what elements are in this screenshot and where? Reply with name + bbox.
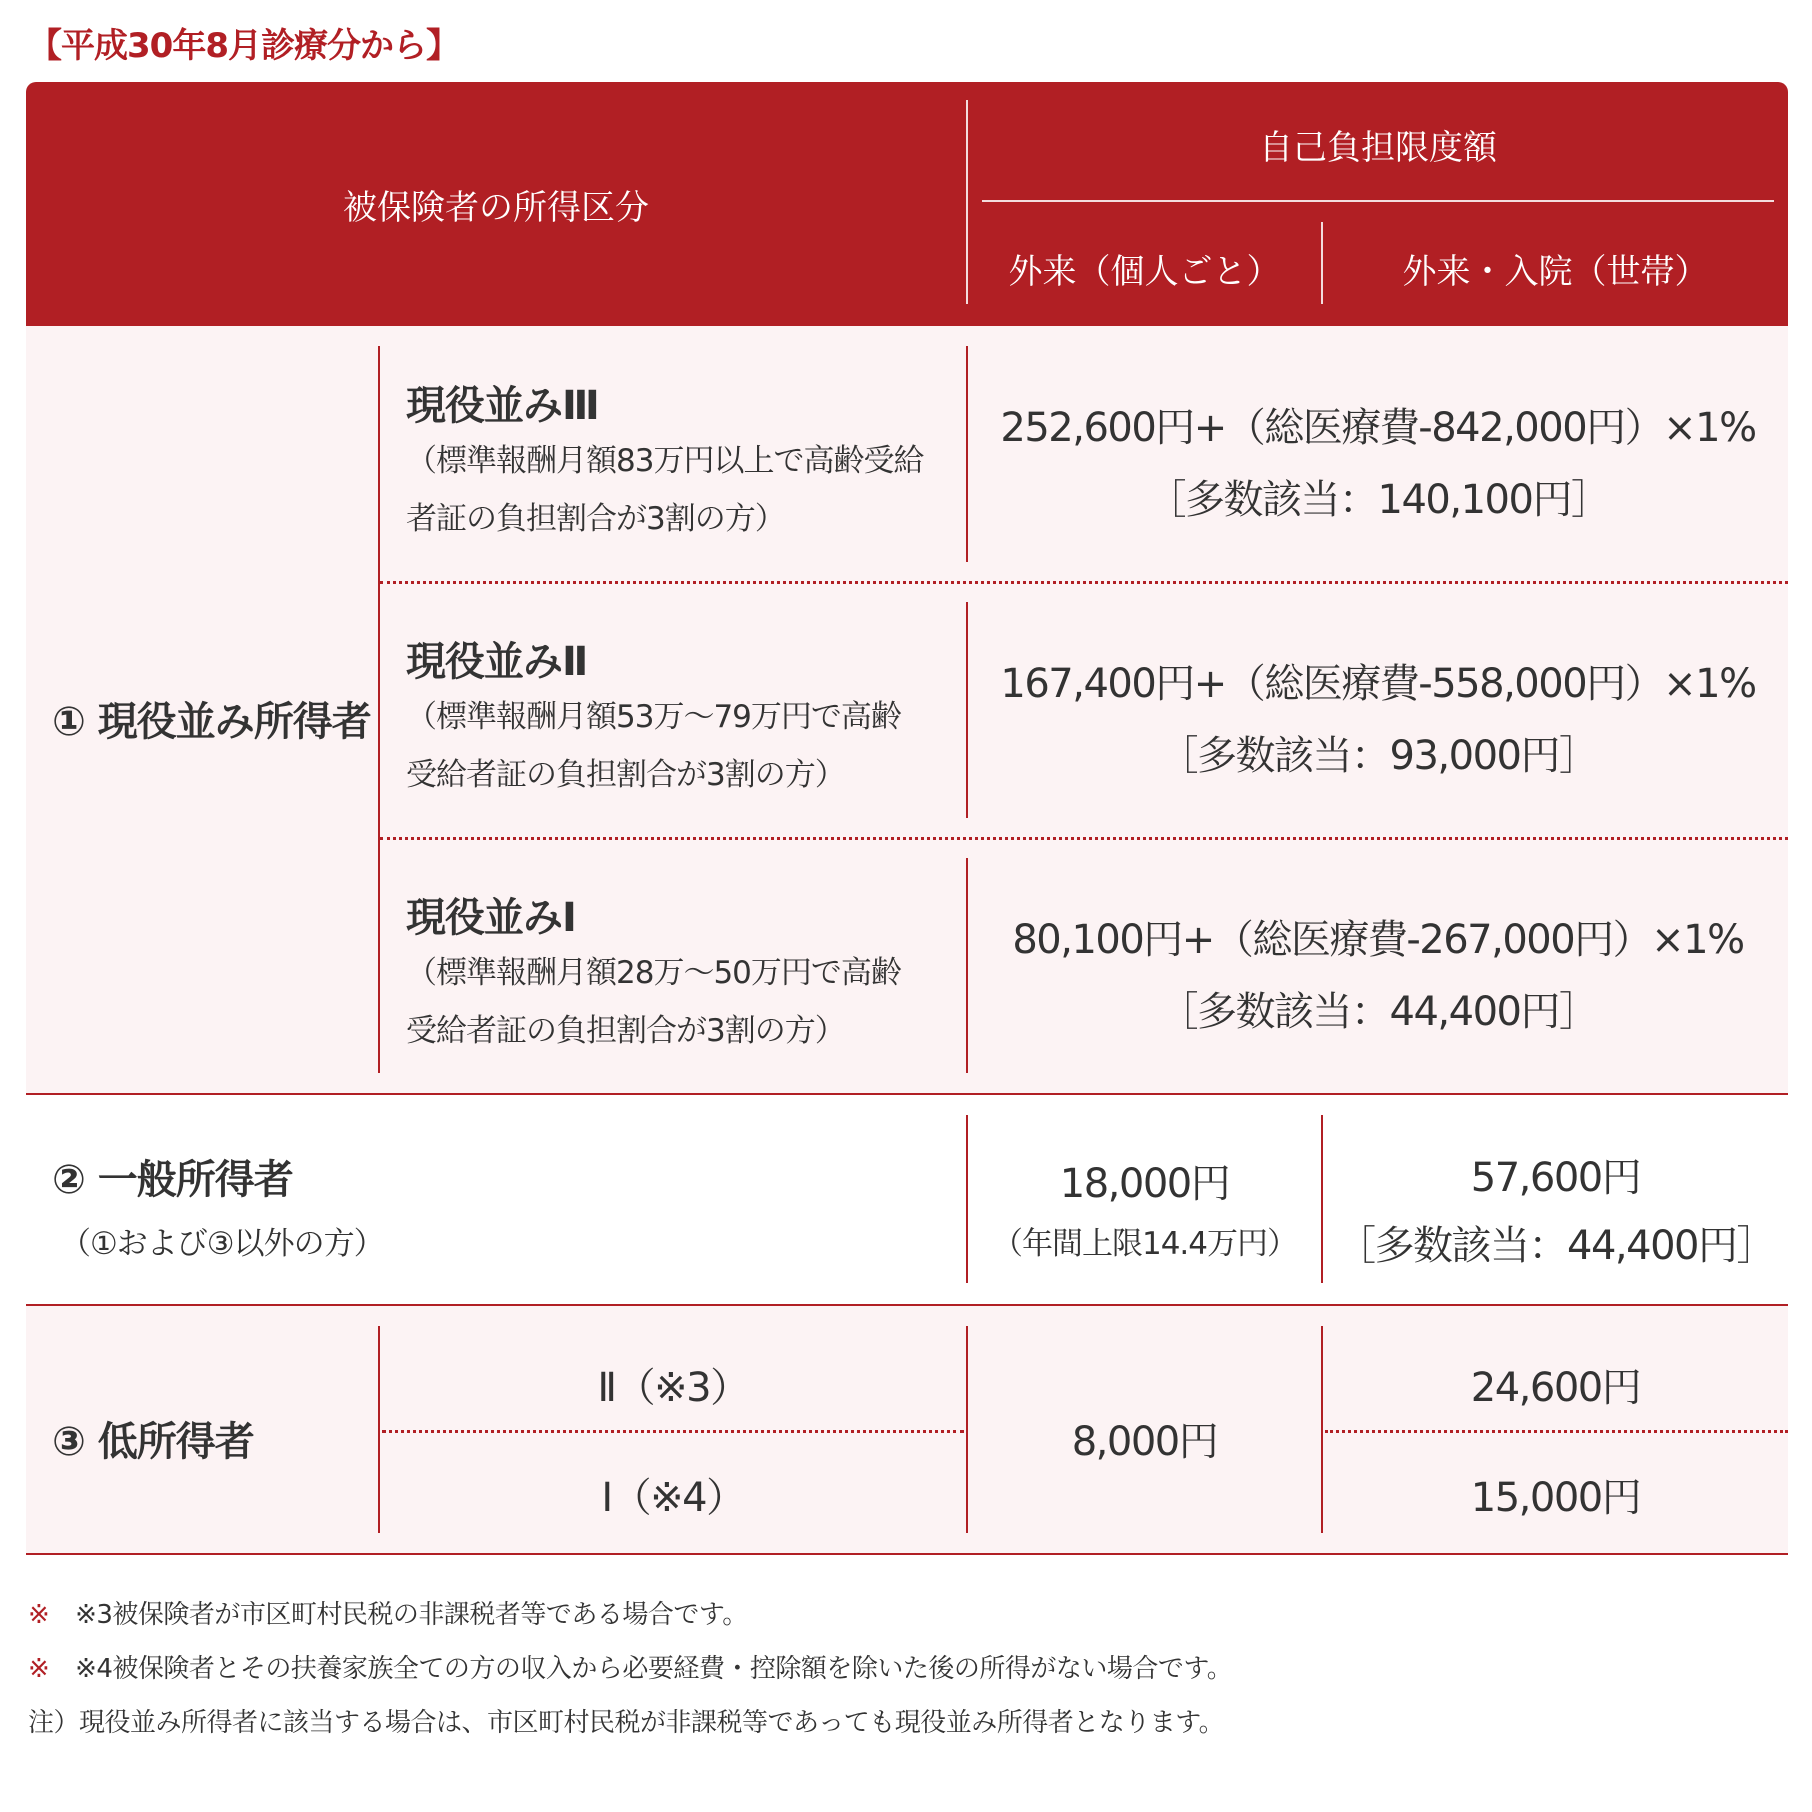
page-title: 【平成30年8月診療分から】 <box>28 26 459 66</box>
sub-active-2-desc: （標準報酬月額53万～79万円で高齢受給者証の負担割合が3割の方） <box>406 699 901 793</box>
header-sub-divider <box>982 200 1774 202</box>
general-household-multiple: ［多数該当：44,400円］ <box>1336 1223 1775 1269</box>
header-income-category: 被保険者の所得区分 <box>343 188 649 228</box>
low-outpatient: 8,000円 <box>1071 1419 1218 1465</box>
sub-active-2-title: 現役並みⅡ <box>406 639 588 685</box>
footnote-mark: ※ <box>28 1654 50 1684</box>
row-border <box>26 1553 1788 1555</box>
active-2-formula: 167,400円+（総医療費-558,000円）×1% <box>1000 661 1756 707</box>
sub-active-1-title: 現役並みⅠ <box>406 895 576 941</box>
footnote-4-text: ※4被保険者とその扶養家族全ての方の収入から必要経費・控除額を除いた後の所得がない場合です。 <box>75 1654 1233 1684</box>
footnote-note: 注）現役並み所得者に該当する場合は、市区町村民税が非課税等であっても現役並み所得者となります。 <box>28 1708 1225 1738</box>
footnote-4 <box>28 1648 1232 1685</box>
active-1-multiple: ［多数該当：44,400円］ <box>1158 989 1598 1035</box>
active-3-multiple: ［多数該当：140,100円］ <box>1146 477 1610 523</box>
low-sub-1: Ⅰ（※4） <box>601 1475 745 1521</box>
sub-active-3-desc: （標準報酬月額83万円以上で高齢受給者証の負担割合が3割の方） <box>406 443 924 537</box>
dotted-divider <box>380 837 1788 840</box>
general-household: 57,600円 <box>1470 1155 1641 1201</box>
low-household-2: 24,600円 <box>1470 1365 1641 1411</box>
sub-active-3-title: 現役並みⅢ <box>406 383 599 429</box>
active-3-formula: 252,600円+（総医療費-842,000円）×1% <box>1000 405 1756 451</box>
footnote-3-text: ※3被保険者が市区町村民税の非課税者等である場合です。 <box>75 1600 748 1630</box>
row-low-label: ③ 低所得者 <box>52 1419 254 1465</box>
row-general-note: （①および③以外の方） <box>60 1226 384 1262</box>
row-general-label: ② 一般所得者 <box>52 1157 293 1203</box>
header-household: 外来・入院（世帯） <box>1402 252 1709 292</box>
dotted-divider <box>380 581 1788 584</box>
row-active-label: ① 現役並み所得者 <box>52 699 371 745</box>
active-2-multiple: ［多数該当：93,000円］ <box>1158 733 1598 779</box>
active-1-formula: 80,100円+（総医療費-267,000円）×1% <box>1012 917 1744 963</box>
row-divider <box>966 346 968 562</box>
low-sub-2: Ⅱ（※3） <box>597 1365 749 1411</box>
row-divider <box>966 602 968 818</box>
row-border <box>26 1093 1788 1095</box>
row-divider <box>378 346 380 1073</box>
header-outpatient-individual: 外来（個人ごと） <box>1008 252 1281 292</box>
general-outpatient-note: （年間上限14.4万円） <box>991 1226 1298 1262</box>
general-outpatient: 18,000円 <box>1059 1161 1230 1207</box>
dotted-divider <box>1325 1430 1788 1433</box>
sub-active-1-desc: （標準報酬月額28万～50万円で高齢受給者証の負担割合が3割の方） <box>406 955 901 1049</box>
header-limit: 自己負担限度額 <box>1259 128 1497 168</box>
footnote-mark: ※ <box>28 1600 50 1630</box>
low-household-1: 15,000円 <box>1470 1475 1641 1521</box>
dotted-divider <box>382 1430 964 1433</box>
row-divider <box>966 858 968 1073</box>
footnote-3 <box>28 1594 748 1631</box>
